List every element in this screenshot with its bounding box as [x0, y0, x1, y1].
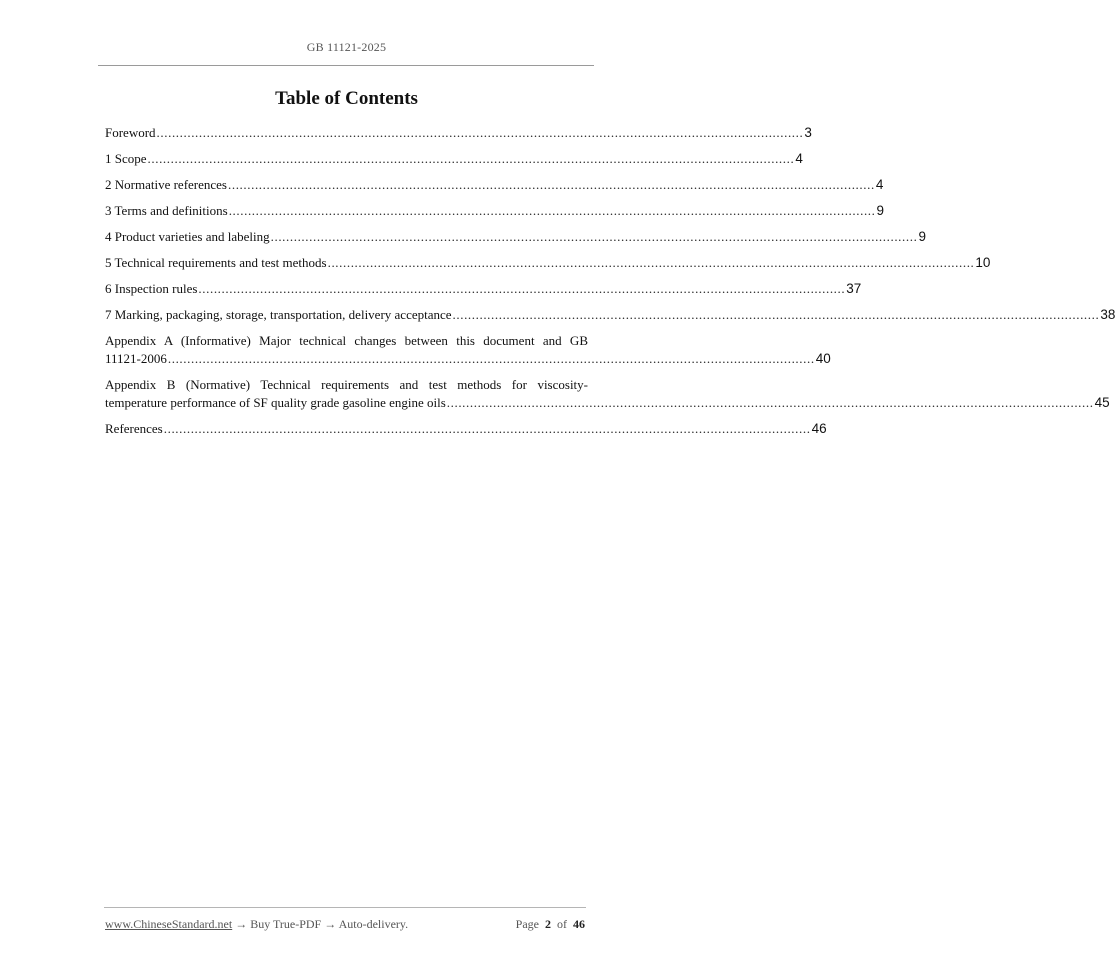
- dot-leader: ........................................................................................................................................................................: [228, 177, 875, 192]
- page-number: [516, 917, 585, 932]
- toc-entry-title-line1: Appendix A (Informative) Major technical changes between this document and GB: [105, 333, 588, 348]
- footer-divider: [104, 907, 586, 908]
- toc-entry-title: 2 Normative references: [105, 177, 227, 192]
- toc-entry-inspection-rules[interactable]: [105, 280, 862, 298]
- toc-entry-title-line2: temperature performance of SF quality grade gasoline engine oils: [105, 395, 446, 410]
- dot-leader: ........................................................................................................................................................................: [446, 395, 1094, 410]
- dot-leader: ........................................................................................................................................................................: [156, 125, 804, 140]
- toc-entry-title-line2: 11121-2006: [105, 351, 167, 366]
- toc-entry-title: References: [105, 421, 163, 436]
- toc-entry-page: 9: [918, 229, 926, 244]
- toc-entry-product-varieties[interactable]: [105, 228, 926, 246]
- dot-leader: ........................................................................................................................................................................: [452, 307, 1100, 322]
- toc-entry-page: 37: [846, 281, 862, 296]
- dot-leader: ........................................................................................................................................................................: [228, 203, 876, 218]
- table-of-contents: [105, 124, 1115, 446]
- of-label: of: [557, 917, 567, 931]
- toc-entry-foreword[interactable]: [105, 124, 812, 142]
- page-label: Page: [515, 917, 539, 931]
- toc-entry-title: 3 Terms and definitions: [105, 203, 228, 218]
- toc-entry-title-line1: Appendix B (Normative) Technical requirements and test methods for viscosity-: [105, 377, 588, 392]
- dot-leader: ........................................................................................................................................................................: [163, 421, 811, 436]
- toc-entry-appendix-b[interactable]: [105, 376, 1110, 412]
- toc-entry-page: 4: [795, 151, 803, 166]
- toc-entry-title: 6 Inspection rules: [105, 281, 198, 296]
- page-header-code: GB 11121-2025: [306, 40, 387, 54]
- toc-entry-title: 7 Marking, packaging, storage, transportation, delivery acceptance: [105, 307, 452, 322]
- dot-leader: ........................................................................................................................................................................: [147, 151, 795, 166]
- buy-pdf-text: Buy True-PDF: [250, 917, 322, 931]
- dot-leader: ........................................................................................................................................................................: [198, 281, 846, 296]
- toc-entry-page: 10: [975, 255, 991, 270]
- toc-entry-page: 46: [811, 421, 827, 436]
- auto-delivery-text: Auto-delivery.: [338, 917, 409, 931]
- current-page: 2: [545, 917, 551, 931]
- toc-entry-technical-requirements[interactable]: [105, 254, 991, 272]
- header-divider: [98, 65, 594, 66]
- toc-entry-title: 4 Product varieties and labeling: [105, 229, 270, 244]
- toc-entry-title: 1 Scope: [105, 151, 147, 166]
- toc-entry-normative-references[interactable]: [105, 176, 884, 194]
- toc-entry-page: 38: [1100, 307, 1115, 322]
- toc-title: Table of Contents: [275, 88, 418, 109]
- toc-entry-page: 3: [804, 125, 812, 140]
- toc-entry-appendix-a[interactable]: [105, 332, 831, 368]
- dot-leader: ........................................................................................................................................................................: [167, 351, 815, 366]
- toc-entry-title: Foreword: [105, 125, 156, 140]
- toc-entry-marking-packaging[interactable]: [105, 306, 1115, 324]
- toc-entry-terms-definitions[interactable]: [105, 202, 885, 220]
- toc-entry-page: 4: [875, 177, 884, 192]
- toc-entry-page: 9: [876, 203, 885, 218]
- toc-entry-page: 45: [1094, 395, 1110, 410]
- site-link[interactable]: www.ChineseStandard.net: [105, 917, 233, 931]
- toc-entry-title: 5 Technical requirements and test methods: [105, 255, 327, 270]
- dot-leader: ........................................................................................................................................................................: [270, 229, 918, 244]
- arrow-right-icon: →: [324, 917, 337, 931]
- arrow-right-icon: →: [235, 917, 248, 931]
- toc-entry-page: 40: [815, 351, 831, 366]
- dot-leader: ........................................................................................................................................................................: [327, 255, 975, 270]
- total-pages: 46: [573, 917, 585, 931]
- toc-entry-scope[interactable]: [105, 150, 803, 168]
- toc-entry-references[interactable]: [105, 420, 827, 438]
- footer-promo: [105, 917, 408, 932]
